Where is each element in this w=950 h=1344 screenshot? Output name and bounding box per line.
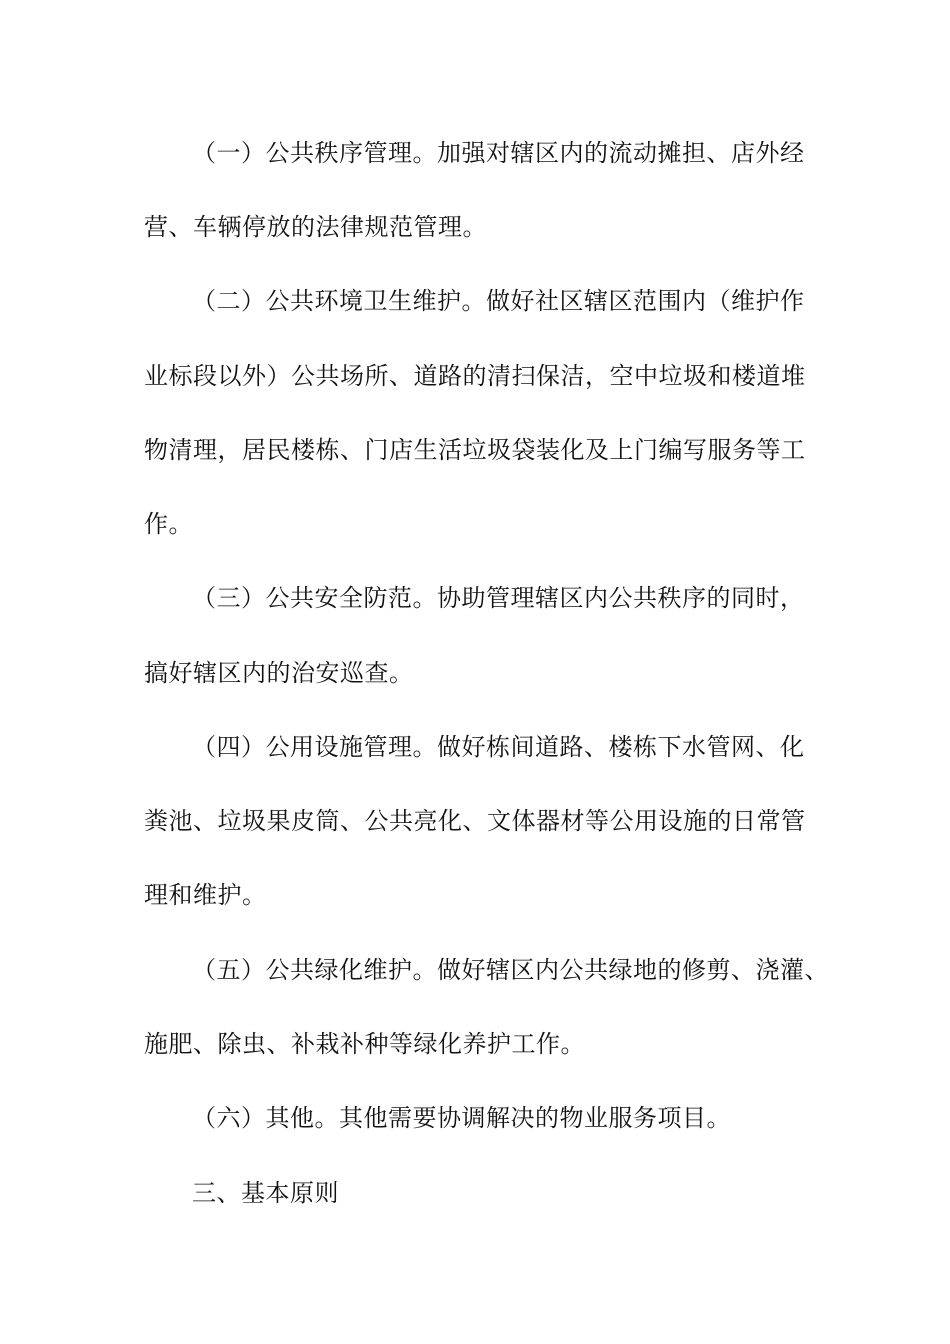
section-heading: 三、基本原则 <box>192 1179 339 1207</box>
text-line: 业标段以外）公共场所、道路的清扫保洁，空中垃圾和楼道堆 <box>144 362 806 390</box>
text-line: 粪池、垃圾果皮筒、公共亮化、文体器材等公用设施的日常管 <box>144 807 806 835</box>
text-line: 物清理，居民楼栋、门店生活垃圾袋装化及上门编写服务等工 <box>144 436 806 464</box>
text-line: 施肥、除虫、补栽补种等绿化养护工作。 <box>144 1030 585 1058</box>
text-line: （五）公共绿化维护。做好辖区内公共绿地的修剪、浇灌、 <box>192 956 829 984</box>
text-line: （三）公共安全防范。协助管理辖区内公共秩序的同时， <box>192 584 805 612</box>
text-line: 作。 <box>144 510 193 538</box>
text-line: 理和维护。 <box>144 881 267 909</box>
text-line: 搞好辖区内的治安巡查。 <box>144 659 414 687</box>
text-line: （二）公共环境卫生维护。做好社区辖区范围内（维护作 <box>192 287 805 315</box>
text-line: （一）公共秩序管理。加强对辖区内的流动摊担、店外经 <box>192 139 805 167</box>
text-line: 营、车辆停放的法律规范管理。 <box>144 213 487 241</box>
text-line: （六）其他。其他需要协调解决的物业服务项目。 <box>192 1104 731 1132</box>
text-line: （四）公用设施管理。做好栋间道路、楼栋下水管网、化 <box>192 733 805 761</box>
